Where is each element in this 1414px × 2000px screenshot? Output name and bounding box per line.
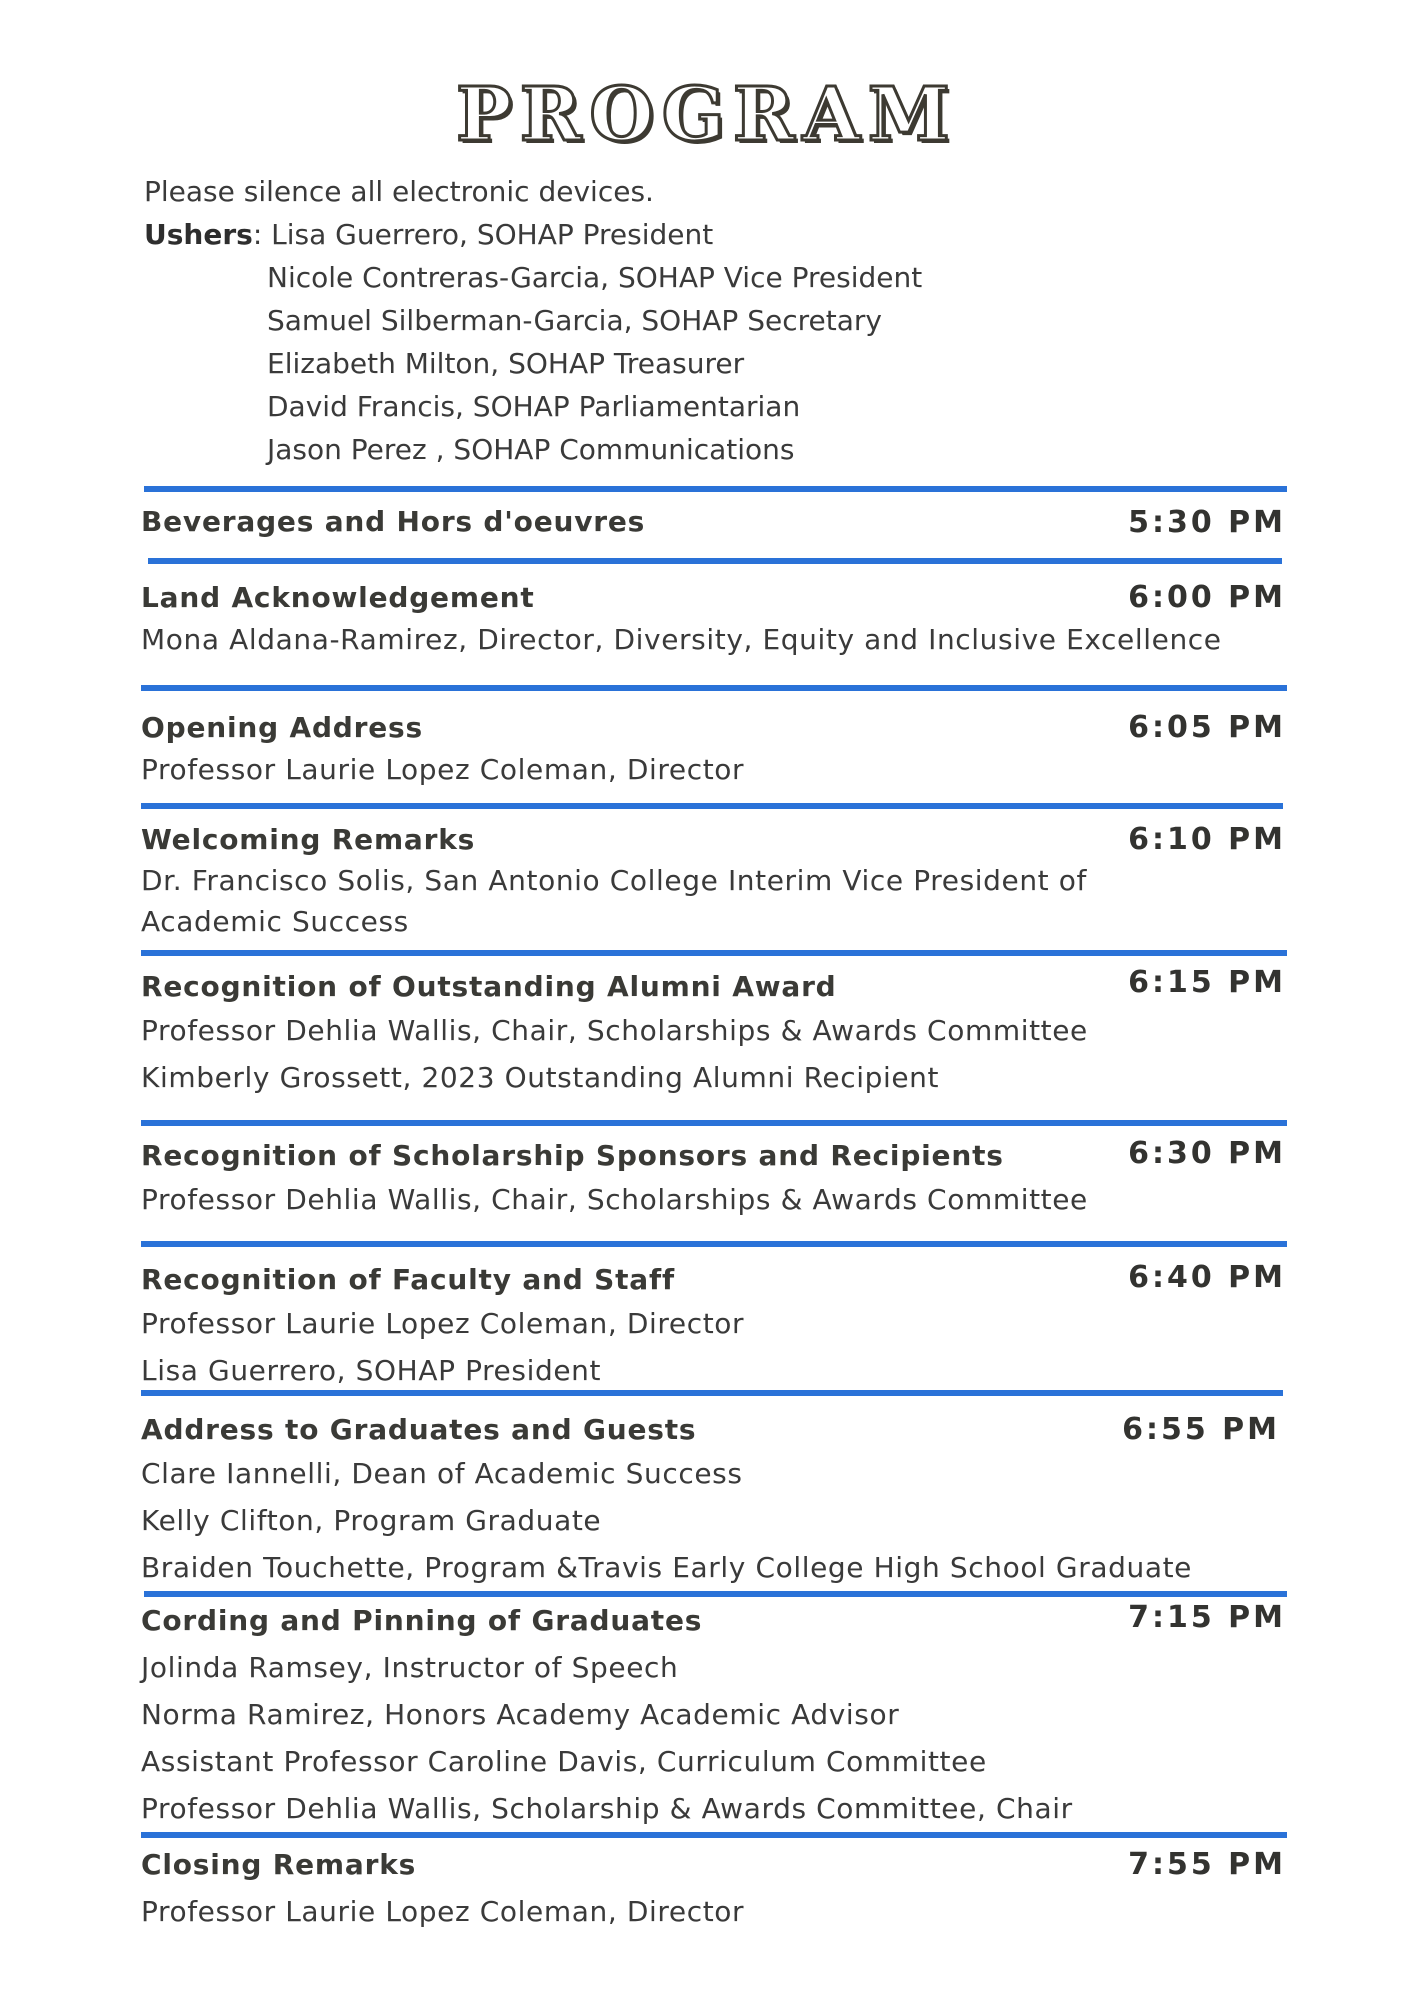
program-item bbox=[141, 967, 1286, 1101]
item-line: Professor Dehlia Wallis, Chair, Scholarships & Awards Committee bbox=[141, 1014, 1088, 1047]
item-line: Academic Success bbox=[141, 905, 409, 938]
item-line: Professor Dehlia Wallis, Chair, Scholarships & Awards Committee bbox=[141, 1183, 1088, 1216]
item-heading: Beverages and Hors d'oeuvres bbox=[141, 505, 646, 538]
item-heading: Closing Remarks bbox=[141, 1848, 417, 1881]
item-line: Dr. Francisco Solis, San Antonio College Interim Vice President of bbox=[141, 864, 1087, 897]
item-line: Professor Laurie Lopez Coleman, Director bbox=[141, 1895, 745, 1928]
divider bbox=[148, 558, 1282, 564]
item-line: Lisa Guerrero, SOHAP President bbox=[141, 1354, 602, 1387]
item-line: Professor Dehlia Wallis, Scholarship & Awards Committee, Chair bbox=[141, 1792, 1073, 1825]
item-heading: Welcoming Remarks bbox=[141, 823, 476, 856]
ushers-row: Ushers: Lisa Guerrero, SOHAP President bbox=[144, 218, 714, 251]
item-heading: Cording and Pinning of Graduates bbox=[141, 1604, 703, 1637]
divider bbox=[144, 486, 1287, 492]
divider bbox=[141, 803, 1283, 809]
item-line: Professor Laurie Lopez Coleman, Director bbox=[141, 1307, 745, 1340]
item-line: Norma Ramirez, Honors Academy Academic Advisor bbox=[141, 1698, 900, 1731]
usher-name: Lisa Guerrero, SOHAP President bbox=[271, 218, 714, 251]
page-title: PROGRAM bbox=[456, 72, 958, 158]
program-item bbox=[141, 1410, 1286, 1591]
item-line: Kelly Clifton, Program Graduate bbox=[141, 1504, 602, 1537]
program-item bbox=[141, 1136, 1286, 1224]
item-time: 7:55 PM bbox=[1128, 1847, 1286, 1882]
divider bbox=[141, 1241, 1287, 1247]
usher-name: Nicole Contreras-Garcia, SOHAP Vice President bbox=[267, 261, 923, 294]
item-time: 5:30 PM bbox=[1128, 505, 1286, 540]
item-time: 6:15 PM bbox=[1128, 965, 1286, 1000]
item-time: 7:15 PM bbox=[1128, 1600, 1286, 1635]
item-time: 6:30 PM bbox=[1128, 1136, 1286, 1171]
program-item bbox=[141, 503, 1286, 541]
item-time: 6:55 PM bbox=[1122, 1412, 1280, 1447]
program-item bbox=[141, 578, 1286, 662]
divider bbox=[144, 1591, 1287, 1597]
item-time: 6:40 PM bbox=[1128, 1260, 1286, 1295]
item-heading: Recognition of Scholarship Sponsors and Recipients bbox=[141, 1139, 1004, 1172]
item-line: Assistant Professor Caroline Davis, Curriculum Committee bbox=[141, 1745, 987, 1778]
divider bbox=[141, 950, 1287, 956]
item-line: Jolinda Ramsey, Instructor of Speech bbox=[141, 1651, 679, 1684]
divider bbox=[141, 685, 1287, 691]
item-time: 6:10 PM bbox=[1128, 822, 1286, 857]
item-heading: Land Acknowledgement bbox=[141, 581, 535, 614]
usher-name: Jason Perez , SOHAP Communications bbox=[267, 433, 795, 466]
usher-name: David Francis, SOHAP Parliamentarian bbox=[267, 390, 801, 423]
item-heading: Address to Graduates and Guests bbox=[141, 1413, 697, 1446]
item-heading: Recognition of Outstanding Alumni Award bbox=[141, 970, 837, 1003]
usher-name: Elizabeth Milton, SOHAP Treasurer bbox=[267, 347, 745, 380]
item-line: Clare Iannelli, Dean of Academic Success bbox=[141, 1457, 743, 1490]
intro-block bbox=[144, 170, 922, 471]
item-heading: Recognition of Faculty and Staff bbox=[141, 1263, 675, 1296]
ushers-label: Ushers bbox=[144, 218, 253, 251]
program-item bbox=[141, 1260, 1286, 1394]
item-time: 6:00 PM bbox=[1128, 580, 1286, 615]
program-item bbox=[141, 1843, 1286, 1937]
item-line: Professor Laurie Lopez Coleman, Director bbox=[141, 753, 745, 786]
divider bbox=[141, 1832, 1287, 1838]
program-item bbox=[141, 1598, 1286, 1832]
item-heading: Opening Address bbox=[141, 711, 423, 744]
program-item bbox=[141, 708, 1286, 792]
usher-name: Samuel Silberman-Garcia, SOHAP Secretary bbox=[267, 304, 882, 337]
divider bbox=[141, 1120, 1287, 1126]
item-line: Braiden Touchette, Program &Travis Early College High School Graduate bbox=[141, 1551, 1192, 1584]
item-line: Kimberly Grossett, 2023 Outstanding Alumni Recipient bbox=[141, 1061, 940, 1094]
program-item bbox=[141, 820, 1286, 942]
item-time: 6:05 PM bbox=[1128, 710, 1286, 745]
silence-notice: Please silence all electronic devices. bbox=[144, 175, 654, 208]
item-line: Mona Aldana-Ramirez, Director, Diversity, Equity and Inclusive Excellence bbox=[141, 623, 1222, 656]
